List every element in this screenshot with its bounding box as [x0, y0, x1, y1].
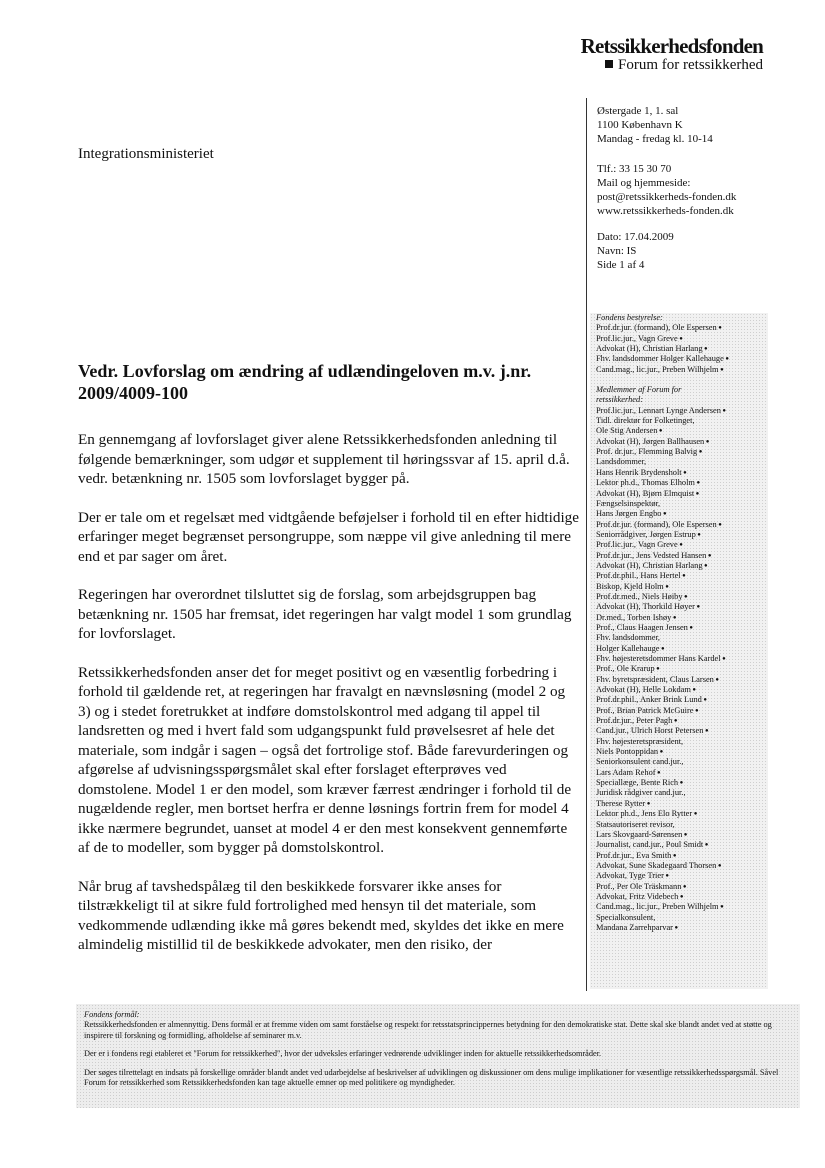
board-member: Prof.lic.jur., Vagn Greve ● [596, 334, 768, 344]
forum-member: Fhv. højesteretspræsident, [596, 736, 684, 746]
forum-member: Prof., Per Ole Träskmann ● [596, 882, 768, 892]
footer-paragraph: Der er i fondens regi etableret et "Forum for retssikkerhed", hvor der udveksles erfaringer vedrørende udviklinger inden for aktuelle retssikkerhedsområder. [84, 1049, 602, 1059]
forum-member: Advokat, Sune Skadegaard Thorsen ● [596, 861, 768, 871]
document-meta [597, 230, 674, 272]
forum-member: Tidl. direktør for Folketinget, [596, 416, 695, 426]
forum-member: Prof.lic.jur., Vagn Greve ● [596, 540, 768, 550]
email-link[interactable]: post@retssikkerheds-fonden.dk [597, 191, 737, 203]
forum-member: Prof. dr.jur., Flemming Balvig ● [596, 447, 768, 457]
letter-subject: Vedr. Lovforslag om ændring af udlændingeloven m.v. j.nr. 2009/4009-100 [78, 361, 532, 403]
forum-member: Seniorrådgiver, Jørgen Estrup ● [596, 530, 768, 540]
forum-member: Advokat (H), Christian Harlang ● [596, 561, 768, 571]
square-bullet-icon [605, 60, 613, 68]
letter-body [78, 360, 580, 974]
board-heading: Fondens bestyrelse: [596, 313, 663, 322]
paragraph: Retssikkerhedsfonden anser det for meget positivt og en væsentlig forbedring i forhold til gældende ret, at regeringen har fravalgt en nævnsløsning (model 2 og 3) og i stedet foretrukket at indføre domstolskontrol med adgang til appel til landsretten og med i hvert fald som udgangspunkt fuld prøvelsesret af hele det materiale, som indgår i sagen – også det fortrolige stof. Både farevurderingen og afgørelse af udvisningsspørgsmålet skal efter forslaget efterprøves ved domstolene. Model 1 er den model, som kræver færrest ændringer i forhold til de nugældende regler, men bortset herfra er denne løsnings fortrin frem for model 4 ikke nærmere begrundet, uanset at model 4 er den mest konsekvent gennemførte af de to modeller, som bygger på domstolskontrol. [78, 663, 572, 856]
forum-member: Statsautoriseret revisor, [596, 819, 675, 829]
paragraph: En gennemgang af lovforslaget giver alene Retssikkerhedsfonden anledning til følgende bemærkninger, som udgør et supplement til høringssvar af 15. april d.å. vedr. betænkning nr. 1505 som lovforslaget bygger på. [78, 431, 570, 487]
forum-member: Juridisk rådgiver cand.jur., [596, 788, 686, 798]
forum-member: Advokat (H), Bjørn Elmquist ● [596, 489, 768, 499]
forum-member: Mandana Zarrehparvar ● [596, 923, 768, 933]
forum-member: Prof.dr.jur., Eva Smith ● [596, 851, 768, 861]
board-member: Cand.mag., lic.jur., Preben Wilhjelm ● [596, 365, 768, 375]
phone: Tlf.: 33 15 30 70 [597, 163, 672, 175]
footer-heading: Fondens formål: [84, 1010, 140, 1019]
name: Navn: IS [597, 245, 637, 257]
forum-member: Prof.dr.jur., Jens Vedsted Hansen ● [596, 551, 768, 561]
date: Dato: 17.04.2009 [597, 231, 674, 243]
forum-member: Fhv. byretspræsident, Claus Larsen ● [596, 675, 768, 685]
board-member: Prof.dr.jur. (formand), Ole Espersen ● [596, 323, 768, 333]
address-line: 1100 København K [597, 119, 683, 131]
sidebar-members [590, 313, 768, 989]
forum-member: Prof., Claus Haagen Jensen ● [596, 623, 768, 633]
page-number: Side 1 af 4 [597, 259, 645, 271]
forum-member: Lektor ph.d., Thomas Elholm ● [596, 478, 768, 488]
forum-member: Prof.dr.med., Niels Høiby ● [596, 592, 768, 602]
forum-member: Specialkonsulent, [596, 912, 656, 922]
forum-member: Holger Kallehauge ● [596, 644, 768, 654]
forum-member: Therese Rytter ● [596, 799, 768, 809]
footer-paragraph: Retssikkerhedsfonden er almennyttig. Dens formål er at fremme viden om samt forståelse og respekt for retsstatsprincippernes betydning for den demokratiske stat. Dette skal ske blandt andet ved at støtte og inspirere til forskning og formidling, afholdelse af seminarer m.v. [84, 1020, 772, 1040]
forum-member: Niels Pontoppidan ● [596, 747, 768, 757]
forum-member: Hans Jørgen Engbo ● [596, 509, 768, 519]
forum-member: Fhv. landsdommer, [596, 633, 661, 643]
forum-member: Prof.dr.phil., Anker Brink Lund ● [596, 695, 768, 705]
forum-member: Advokat, Fritz Videbech ● [596, 892, 768, 902]
forum-member: Speciallæge, Bente Rich ● [596, 778, 768, 788]
address-line: Østergade 1, 1. sal [597, 105, 679, 117]
forum-member: Prof.dr.jur., Peter Pagh ● [596, 716, 768, 726]
forum-member: Hans Henrik Brydensholt ● [596, 468, 768, 478]
contact-phone-mail [597, 162, 736, 218]
paragraph: Regeringen har overordnet tilsluttet sig de forslag, som arbejdsgruppen bag betænkning nr. 1505 har fremsat, idet regeringen har valgt model 1 som grundlag for lovforslaget. [78, 586, 572, 642]
paragraph: Der er tale om et regelsæt med vidtgående beføjelser i forhold til en efter hidtidige erfaringer meget begrænset persongruppe, som næppe vil give anledning til mere end et par sager om året. [78, 508, 580, 565]
forum-member: Lars Skovgaard-Sørensen ● [596, 830, 768, 840]
board-member: Advokat (H), Christian Harlang ● [596, 344, 768, 354]
forum-list [596, 406, 768, 934]
forum-member: Fængselsinspektør, [596, 498, 661, 508]
footer-purpose [76, 1004, 800, 1108]
forum-member: Cand.jur., Ulrich Horst Petersen ● [596, 726, 768, 736]
forum-member: Lektor ph.d., Jens Elo Rytter ● [596, 809, 768, 819]
forum-member: Prof.dr.jur. (formand), Ole Espersen ● [596, 520, 768, 530]
forum-member: Dr.med., Torben Ishøy ● [596, 613, 768, 623]
org-tagline [605, 57, 763, 74]
forum-member: Prof., Brian Patrick McGuire ● [596, 706, 768, 716]
forum-member: Lars Adam Rehof ● [596, 768, 768, 778]
forum-heading: retssikkerhed: [596, 395, 643, 405]
forum-member: Prof., Ole Krarup ● [596, 664, 768, 674]
forum-member: Fhv. højesteretsdommer Hans Kardel ● [596, 654, 768, 664]
vertical-divider [586, 98, 587, 991]
org-name: Retssikkerhedsfonden [580, 34, 763, 58]
footer-paragraph: Der søges tilrettelagt en indsats på forskellige områder blandt andet ved udarbejdelse af beskrivelser af udviklingen og diskussioner om dens mulige implikationer for væsentlige retssikkerhedsspørgsmål. Såvel Forum for retssikkerhed som Retssikkerhedsfonden kan tage aktuelle emner op med politikere og myndigheder. [84, 1067, 779, 1088]
forum-member: Advokat (H), Thorkild Høyer ● [596, 602, 768, 612]
forum-member: Biskop, Kjeld Holm ● [596, 582, 768, 592]
forum-member: Cand.mag., lic.jur., Preben Wilhjelm ● [596, 902, 768, 912]
forum-member: Advokat (H), Jørgen Ballhausen ● [596, 437, 768, 447]
mail-label: Mail og hjemmeside: [597, 177, 691, 189]
opening-hours: Mandag - fredag kl. 10-14 [597, 133, 713, 145]
website-link[interactable]: www.retssikkerheds-fonden.dk [597, 205, 734, 217]
forum-member: Ole Stig Andersen ● [596, 426, 768, 436]
paragraph: Når brug af tavshedspålæg til den beskikkede forsvarer ikke anses for tilstrækkeligt til at sikre fuld fortrolighed med hensyn til det materiale, som vedkommende udlænding ikke må gøres bekendt med, skyldes det ikke en mere almindelig mistillid til de beskikkede advokater, men den risiko, der [78, 877, 564, 953]
board-list [596, 323, 768, 375]
contact-address [597, 104, 713, 146]
forum-heading: Medlemmer af Forum for [596, 385, 682, 395]
forum-member: Prof.dr.phil., Hans Hertel ● [596, 571, 768, 581]
board-member: Fhv. landsdommer Holger Kallehauge ● [596, 354, 768, 364]
tagline-text: Forum for retssikkerhed [618, 57, 763, 73]
forum-member: Advokat, Tyge Trier ● [596, 871, 768, 881]
recipient: Integrationsministeriet [78, 146, 214, 162]
forum-member: Journalist, cand.jur., Poul Smidt ● [596, 840, 768, 850]
forum-member: Seniorkonsulent cand.jur., [596, 757, 684, 767]
forum-member: Prof.lic.jur., Lennart Lynge Andersen ● [596, 406, 768, 416]
forum-member: Advokat (H), Helle Lokdam ● [596, 685, 768, 695]
forum-member: Landsdommer, [596, 457, 647, 467]
